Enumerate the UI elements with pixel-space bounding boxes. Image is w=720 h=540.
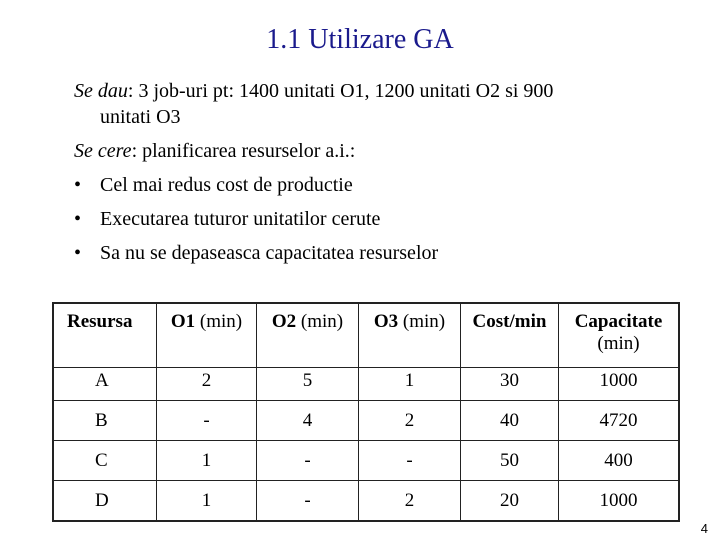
header-cost: Cost/min bbox=[461, 303, 559, 368]
bullet-item bbox=[74, 172, 694, 198]
bullet-text: Executarea tuturor unitatilor cerute bbox=[100, 208, 381, 230]
cell-capacity: 1000 bbox=[559, 368, 679, 401]
header-capacity: Capacitate (min) bbox=[559, 303, 679, 368]
slide-title: 1.1 Utilizare GA bbox=[266, 24, 454, 55]
bullet-dot-icon: • bbox=[74, 208, 82, 230]
cell-cost: 30 bbox=[461, 368, 559, 401]
header-resource: Resursa bbox=[53, 303, 157, 368]
cell-o3: 1 bbox=[359, 368, 461, 401]
cell-o2: 5 bbox=[257, 368, 359, 401]
header-o2: O2 (min) bbox=[257, 303, 359, 368]
given-label: Se dau bbox=[74, 80, 128, 102]
given-text: : 3 job-uri pt: 1400 unitati O1, 1200 unitati O2 si 900 bbox=[127, 80, 554, 102]
required-line bbox=[74, 138, 694, 164]
table-row bbox=[53, 401, 679, 441]
given-text-cont: unitati O3 bbox=[100, 106, 181, 128]
cell-resource: A bbox=[53, 368, 157, 401]
header-o1: O1 (min) bbox=[157, 303, 257, 368]
cell-cost: 40 bbox=[461, 401, 559, 441]
cell-resource: B bbox=[53, 401, 157, 441]
cell-capacity: 4720 bbox=[559, 401, 679, 441]
table-row bbox=[53, 481, 679, 521]
bullet-dot-icon: • bbox=[74, 242, 82, 264]
cell-o3: 2 bbox=[359, 481, 461, 521]
cell-resource: C bbox=[53, 441, 157, 481]
header-o3: O3 (min) bbox=[359, 303, 461, 368]
cell-o1: - bbox=[157, 401, 257, 441]
cell-o3: 2 bbox=[359, 401, 461, 441]
cell-o2: - bbox=[257, 441, 359, 481]
bullet-text: Sa nu se depaseasca capacitatea resurselor bbox=[100, 242, 439, 264]
cell-o1: 1 bbox=[157, 441, 257, 481]
table-header-row bbox=[53, 303, 679, 368]
cell-resource: D bbox=[53, 481, 157, 521]
cell-o1: 1 bbox=[157, 481, 257, 521]
page-number: 4 bbox=[700, 521, 708, 536]
bullet-dot-icon: • bbox=[74, 174, 82, 196]
cell-cost: 50 bbox=[461, 441, 559, 481]
given-line bbox=[74, 78, 694, 130]
slide-body bbox=[74, 78, 694, 274]
required-label: Se cere bbox=[74, 140, 132, 162]
cell-o1: 2 bbox=[157, 368, 257, 401]
cell-capacity: 1000 bbox=[559, 481, 679, 521]
bullet-item bbox=[74, 240, 694, 266]
table-row bbox=[53, 441, 679, 481]
cell-o2: - bbox=[257, 481, 359, 521]
cell-cost: 20 bbox=[461, 481, 559, 521]
cell-capacity: 400 bbox=[559, 441, 679, 481]
bullet-text: Cel mai redus cost de productie bbox=[100, 174, 353, 196]
table-row bbox=[53, 368, 679, 401]
resources-table bbox=[52, 302, 679, 521]
cell-o3: - bbox=[359, 441, 461, 481]
cell-o2: 4 bbox=[257, 401, 359, 441]
bullet-item bbox=[74, 206, 694, 232]
required-text: : planificarea resurselor a.i.: bbox=[131, 140, 356, 162]
